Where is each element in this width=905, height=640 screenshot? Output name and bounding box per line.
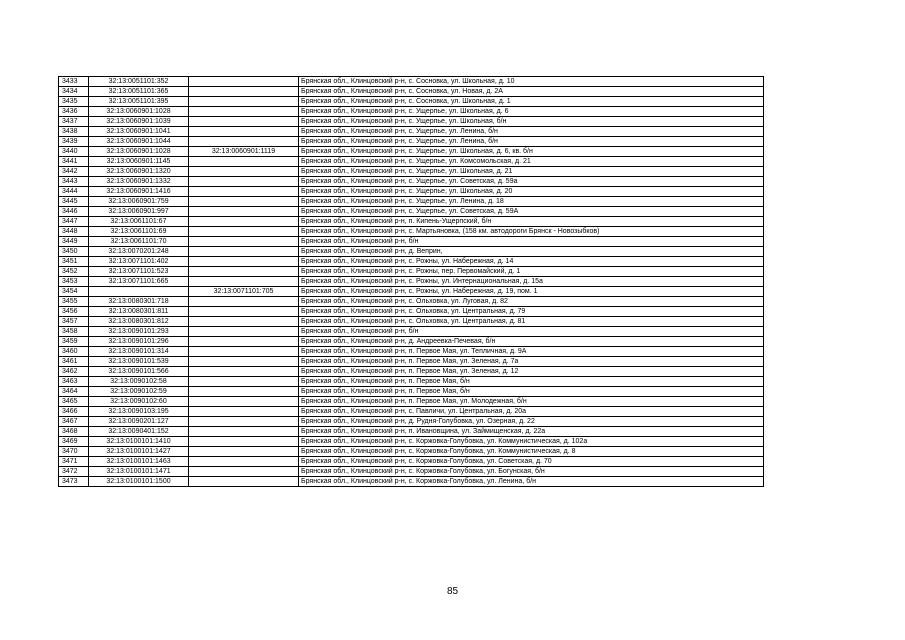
linked-cadastral-number-cell xyxy=(189,417,299,427)
linked-cadastral-number-cell xyxy=(189,137,299,147)
row-number-cell: 3469 xyxy=(59,437,89,447)
address-cell: Брянская обл., Клинцовский р-н, с. Коржовка-Голубовка, ул. Ленина, б/н xyxy=(299,477,764,487)
row-number-cell: 3454 xyxy=(59,287,89,297)
linked-cadastral-number-cell xyxy=(189,317,299,327)
table-row xyxy=(59,147,764,157)
cadastral-number-cell: 32:13:0070201:248 xyxy=(89,247,189,257)
address-cell: Брянская обл., Клинцовский р-н, д. Андреевка-Печевая, б/н xyxy=(299,337,764,347)
table-row xyxy=(59,247,764,257)
cadastral-number-cell: 32:13:0090103:195 xyxy=(89,407,189,417)
table-row xyxy=(59,417,764,427)
cadastral-number-cell: 32:13:0090101:293 xyxy=(89,327,189,337)
address-cell: Брянская обл., Клинцовский р-н, п. Первое Мая, ул. Зеленая, д. 7а xyxy=(299,357,764,367)
cadastral-number-cell: 32:13:0100101:1471 xyxy=(89,467,189,477)
linked-cadastral-number-cell xyxy=(189,197,299,207)
row-number-cell: 3447 xyxy=(59,217,89,227)
row-number-cell: 3450 xyxy=(59,247,89,257)
table-row xyxy=(59,427,764,437)
address-cell: Брянская обл., Клинцовский р-н, с. Мартьяновка, (158 км. автодороги Брянск - Новозыбков) xyxy=(299,227,764,237)
address-cell: Брянская обл., Клинцовский р-н, с. Ущерпье, ул. Ленина, б/н xyxy=(299,127,764,137)
cadastral-number-cell: 32:13:0100101:1463 xyxy=(89,457,189,467)
row-number-cell: 3462 xyxy=(59,367,89,377)
linked-cadastral-number-cell xyxy=(189,207,299,217)
table-row xyxy=(59,77,764,87)
row-number-cell: 3433 xyxy=(59,77,89,87)
table-row xyxy=(59,477,764,487)
linked-cadastral-number-cell xyxy=(189,427,299,437)
address-cell: Брянская обл., Клинцовский р-н, с. Ущерпье, ул. Ленина, д. 18 xyxy=(299,197,764,207)
row-number-cell: 3453 xyxy=(59,277,89,287)
row-number-cell: 3452 xyxy=(59,267,89,277)
row-number-cell: 3466 xyxy=(59,407,89,417)
cadastral-number-cell: 32:13:0071101:665 xyxy=(89,277,189,287)
table-row xyxy=(59,177,764,187)
row-number-cell: 3438 xyxy=(59,127,89,137)
cadastral-number-cell: 32:13:0060901:1028 xyxy=(89,147,189,157)
linked-cadastral-number-cell xyxy=(189,297,299,307)
table-row xyxy=(59,167,764,177)
table-body xyxy=(59,77,764,487)
linked-cadastral-number-cell xyxy=(189,177,299,187)
linked-cadastral-number-cell xyxy=(189,227,299,237)
row-number-cell: 3449 xyxy=(59,237,89,247)
table-row xyxy=(59,327,764,337)
cadastral-number-cell: 32:13:0061101:69 xyxy=(89,227,189,237)
cadastral-number-cell: 32:13:0080301:812 xyxy=(89,317,189,327)
table-row xyxy=(59,197,764,207)
address-cell: Брянская обл., Клинцовский р-н, с. Сосновка, ул. Новая, д. 2А xyxy=(299,87,764,97)
cadastral-number-cell: 32:13:0060901:1145 xyxy=(89,157,189,167)
address-cell: Брянская обл., Клинцовский р-н, с. Ущерпье, ул. Школьная, д. 6, кв. б/н xyxy=(299,147,764,157)
linked-cadastral-number-cell xyxy=(189,467,299,477)
address-cell: Брянская обл., Клинцовский р-н, с. Ольховка, ул. Луговая, д. 82 xyxy=(299,297,764,307)
cadastral-number-cell: 32:13:0090101:296 xyxy=(89,337,189,347)
linked-cadastral-number-cell xyxy=(189,77,299,87)
address-cell: Брянская обл., Клинцовский р-н, с. Коржовка-Голубовка, ул. Коммунистическая, д. 102а xyxy=(299,437,764,447)
cadastral-number-cell: 32:13:0060901:1041 xyxy=(89,127,189,137)
address-cell: Брянская обл., Клинцовский р-н, с. Рожны, пер. Первомайский, д. 1 xyxy=(299,267,764,277)
address-cell: Брянская обл., Клинцовский р-н, п. Ивановщина, ул. Займищенская, д. 22а xyxy=(299,427,764,437)
address-cell: Брянская обл., Клинцовский р-н, п. Первое Мая, ул. Тепличная, д. 9А xyxy=(299,347,764,357)
address-cell: Брянская обл., Клинцовский р-н, с. Сосновка, ул. Школьная, д. 10 xyxy=(299,77,764,87)
table-row xyxy=(59,157,764,167)
row-number-cell: 3471 xyxy=(59,457,89,467)
row-number-cell: 3444 xyxy=(59,187,89,197)
table-row xyxy=(59,257,764,267)
table-row xyxy=(59,237,764,247)
cadastral-number-cell: 32:13:0060901:1416 xyxy=(89,187,189,197)
linked-cadastral-number-cell xyxy=(189,117,299,127)
cadastral-number-cell: 32:13:0060901:759 xyxy=(89,197,189,207)
cadastral-number-cell: 32:13:0090102:59 xyxy=(89,387,189,397)
address-cell: Брянская обл., Клинцовский р-н, с. Рожны, ул. Интернациональная, д. 15а xyxy=(299,277,764,287)
cadastral-number-cell: 32:13:0090101:539 xyxy=(89,357,189,367)
linked-cadastral-number-cell xyxy=(189,127,299,137)
address-cell: Брянская обл., Клинцовский р-н, с. Ущерпье, ул. Школьная, б/н xyxy=(299,117,764,127)
table-row xyxy=(59,277,764,287)
cadastral-number-cell: 32:13:0080301:811 xyxy=(89,307,189,317)
cadastral-number-cell: 32:13:0090102:60 xyxy=(89,397,189,407)
table-row xyxy=(59,97,764,107)
row-number-cell: 3437 xyxy=(59,117,89,127)
linked-cadastral-number-cell xyxy=(189,307,299,317)
linked-cadastral-number-cell xyxy=(189,457,299,467)
table-row xyxy=(59,227,764,237)
table-row xyxy=(59,377,764,387)
row-number-cell: 3436 xyxy=(59,107,89,117)
table-row xyxy=(59,107,764,117)
address-cell: Брянская обл., Клинцовский р-н, с. Ущерпье, ул. Комсомольская, д. 21 xyxy=(299,157,764,167)
row-number-cell: 3445 xyxy=(59,197,89,207)
address-cell: Брянская обл., Клинцовский р-н, п. Первое Мая, ул. Зеленая, д. 12 xyxy=(299,367,764,377)
table-row xyxy=(59,407,764,417)
linked-cadastral-number-cell xyxy=(189,357,299,367)
table-row xyxy=(59,437,764,447)
row-number-cell: 3440 xyxy=(59,147,89,157)
address-cell: Брянская обл., Клинцовский р-н, с. Ущерпье, ул. Школьная, д. 20 xyxy=(299,187,764,197)
cadastral-number-cell: 32:13:0090101:566 xyxy=(89,367,189,377)
cadastral-number-cell: 32:13:0080301:718 xyxy=(89,297,189,307)
address-cell: Брянская обл., Клинцовский р-н, с. Ущерпье, ул. Ленина, б/н xyxy=(299,137,764,147)
table-row xyxy=(59,297,764,307)
cadastral-number-cell: 32:13:0090201:127 xyxy=(89,417,189,427)
cadastral-number-cell: 32:13:0061101:70 xyxy=(89,237,189,247)
table-row xyxy=(59,187,764,197)
cadastral-number-cell: 32:13:0060901:1039 xyxy=(89,117,189,127)
address-cell: Брянская обл., Клинцовский р-н, с. Ущерпье, ул. Советская, д. 59А xyxy=(299,207,764,217)
row-number-cell: 3473 xyxy=(59,477,89,487)
cadastral-number-cell: 32:13:0051101:365 xyxy=(89,87,189,97)
address-cell: Брянская обл., Клинцовский р-н, с. Ущерпье, ул. Советская, д. 59а xyxy=(299,177,764,187)
address-cell: Брянская обл., Клинцовский р-н, с. Коржовка-Голубовка, ул. Советская, д. 70 xyxy=(299,457,764,467)
row-number-cell: 3468 xyxy=(59,427,89,437)
row-number-cell: 3455 xyxy=(59,297,89,307)
table-row xyxy=(59,367,764,377)
linked-cadastral-number-cell xyxy=(189,477,299,487)
cadastral-number-cell: 32:13:0060901:1044 xyxy=(89,137,189,147)
linked-cadastral-number-cell xyxy=(189,157,299,167)
table-row xyxy=(59,207,764,217)
property-register-table xyxy=(58,76,764,487)
cadastral-number-cell: 32:13:0090102:58 xyxy=(89,377,189,387)
cadastral-number-cell: 32:13:0060901:1320 xyxy=(89,167,189,177)
row-number-cell: 3465 xyxy=(59,397,89,407)
address-cell: Брянская обл., Клинцовский р-н, п. Первое Мая, б/н xyxy=(299,377,764,387)
table-row xyxy=(59,307,764,317)
row-number-cell: 3443 xyxy=(59,177,89,187)
row-number-cell: 3442 xyxy=(59,167,89,177)
cadastral-number-cell: 32:13:0061101:67 xyxy=(89,217,189,227)
page-number: 85 xyxy=(446,586,459,597)
row-number-cell: 3446 xyxy=(59,207,89,217)
linked-cadastral-number-cell xyxy=(189,327,299,337)
cadastral-number-cell: 32:13:0090101:314 xyxy=(89,347,189,357)
row-number-cell: 3458 xyxy=(59,327,89,337)
linked-cadastral-number-cell xyxy=(189,367,299,377)
linked-cadastral-number-cell xyxy=(189,87,299,97)
linked-cadastral-number-cell xyxy=(189,237,299,247)
table-row xyxy=(59,467,764,477)
table-row xyxy=(59,397,764,407)
linked-cadastral-number-cell xyxy=(189,257,299,267)
cadastral-number-cell: 32:13:0051101:395 xyxy=(89,97,189,107)
table-row xyxy=(59,217,764,227)
table-row xyxy=(59,127,764,137)
cadastral-number-cell xyxy=(89,287,189,297)
cadastral-number-cell: 32:13:0090401:152 xyxy=(89,427,189,437)
cadastral-number-cell: 32:13:0071101:523 xyxy=(89,267,189,277)
row-number-cell: 3441 xyxy=(59,157,89,167)
linked-cadastral-number-cell: 32:13:0071101:705 xyxy=(189,287,299,297)
table-row xyxy=(59,117,764,127)
cadastral-number-cell: 32:13:0100101:1410 xyxy=(89,437,189,447)
row-number-cell: 3460 xyxy=(59,347,89,357)
row-number-cell: 3472 xyxy=(59,467,89,477)
address-cell: Брянская обл., Клинцовский р-н, с. Ущерпье, ул. Школьная, д. 21 xyxy=(299,167,764,177)
linked-cadastral-number-cell xyxy=(189,187,299,197)
linked-cadastral-number-cell xyxy=(189,347,299,357)
address-cell: Брянская обл., Клинцовский р-н, б/н xyxy=(299,237,764,247)
linked-cadastral-number-cell xyxy=(189,97,299,107)
linked-cadastral-number-cell xyxy=(189,247,299,257)
table-row xyxy=(59,387,764,397)
address-cell: Брянская обл., Клинцовский р-н, с. Павличи, ул. Центральная, д. 20а xyxy=(299,407,764,417)
linked-cadastral-number-cell xyxy=(189,167,299,177)
address-cell: Брянская обл., Клинцовский р-н, с. Сосновка, ул. Школьная, д. 1 xyxy=(299,97,764,107)
table-row xyxy=(59,357,764,367)
cadastral-number-cell: 32:13:0100101:1500 xyxy=(89,477,189,487)
row-number-cell: 3457 xyxy=(59,317,89,327)
address-cell: Брянская обл., Клинцовский р-н, п. Кипень-Ущерпский, б/н xyxy=(299,217,764,227)
table-row xyxy=(59,287,764,297)
linked-cadastral-number-cell xyxy=(189,217,299,227)
linked-cadastral-number-cell xyxy=(189,387,299,397)
row-number-cell: 3461 xyxy=(59,357,89,367)
row-number-cell: 3459 xyxy=(59,337,89,347)
cadastral-number-cell: 32:13:0100101:1427 xyxy=(89,447,189,457)
row-number-cell: 3435 xyxy=(59,97,89,107)
linked-cadastral-number-cell: 32:13:0060901:1119 xyxy=(189,147,299,157)
address-cell: Брянская обл., Клинцовский р-н, с. Рожны, ул. Набережная, д. 19, пом. 1 xyxy=(299,287,764,297)
address-cell: Брянская обл., Клинцовский р-н, с. Ущерпье, ул. Школьная, д. 6 xyxy=(299,107,764,117)
linked-cadastral-number-cell xyxy=(189,267,299,277)
address-cell: Брянская обл., Клинцовский р-н, п. Первое Мая, б/н xyxy=(299,387,764,397)
address-cell: Брянская обл., Клинцовский р-н, с. Рожны, ул. Набережная, д. 14 xyxy=(299,257,764,267)
row-number-cell: 3464 xyxy=(59,387,89,397)
table-row xyxy=(59,267,764,277)
linked-cadastral-number-cell xyxy=(189,377,299,387)
row-number-cell: 3448 xyxy=(59,227,89,237)
cadastral-number-cell: 32:13:0060901:997 xyxy=(89,207,189,217)
row-number-cell: 3451 xyxy=(59,257,89,267)
address-cell: Брянская обл., Клинцовский р-н, с. Коржовка-Голубовка, ул. Коммунистическая, д. 8 xyxy=(299,447,764,457)
row-number-cell: 3434 xyxy=(59,87,89,97)
table-row xyxy=(59,87,764,97)
linked-cadastral-number-cell xyxy=(189,407,299,417)
table-row xyxy=(59,347,764,357)
address-cell: Брянская обл., Клинцовский р-н, п. Первое Мая, ул. Молодежная, б/н xyxy=(299,397,764,407)
linked-cadastral-number-cell xyxy=(189,437,299,447)
table-row xyxy=(59,337,764,347)
address-cell: Брянская обл., Клинцовский р-н, д. Веприн, xyxy=(299,247,764,257)
address-cell: Брянская обл., Клинцовский р-н, с. Ольховка, ул. Центральная, д. 79 xyxy=(299,307,764,317)
address-cell: Брянская обл., Клинцовский р-н, с. Ольховка, ул. Центральная, д. 81 xyxy=(299,317,764,327)
row-number-cell: 3456 xyxy=(59,307,89,317)
linked-cadastral-number-cell xyxy=(189,337,299,347)
address-cell: Брянская обл., Клинцовский р-н, б/н xyxy=(299,327,764,337)
cadastral-number-cell: 32:13:0071101:402 xyxy=(89,257,189,267)
row-number-cell: 3439 xyxy=(59,137,89,147)
row-number-cell: 3470 xyxy=(59,447,89,457)
table-row xyxy=(59,137,764,147)
linked-cadastral-number-cell xyxy=(189,107,299,117)
cadastral-number-cell: 32:13:0060901:1332 xyxy=(89,177,189,187)
row-number-cell: 3463 xyxy=(59,377,89,387)
linked-cadastral-number-cell xyxy=(189,447,299,457)
table-row xyxy=(59,317,764,327)
table-row xyxy=(59,447,764,457)
address-cell: Брянская обл., Клинцовский р-н, с. Коржовка-Голубовка, ул. Богунская, б/н xyxy=(299,467,764,477)
address-cell: Брянская обл., Клинцовский р-н, д. Рудня-Голубовка, ул. Озерная, д. 22 xyxy=(299,417,764,427)
cadastral-number-cell: 32:13:0051101:352 xyxy=(89,77,189,87)
table-row xyxy=(59,457,764,467)
row-number-cell: 3467 xyxy=(59,417,89,427)
linked-cadastral-number-cell xyxy=(189,277,299,287)
cadastral-number-cell: 32:13:0060901:1028 xyxy=(89,107,189,117)
linked-cadastral-number-cell xyxy=(189,397,299,407)
